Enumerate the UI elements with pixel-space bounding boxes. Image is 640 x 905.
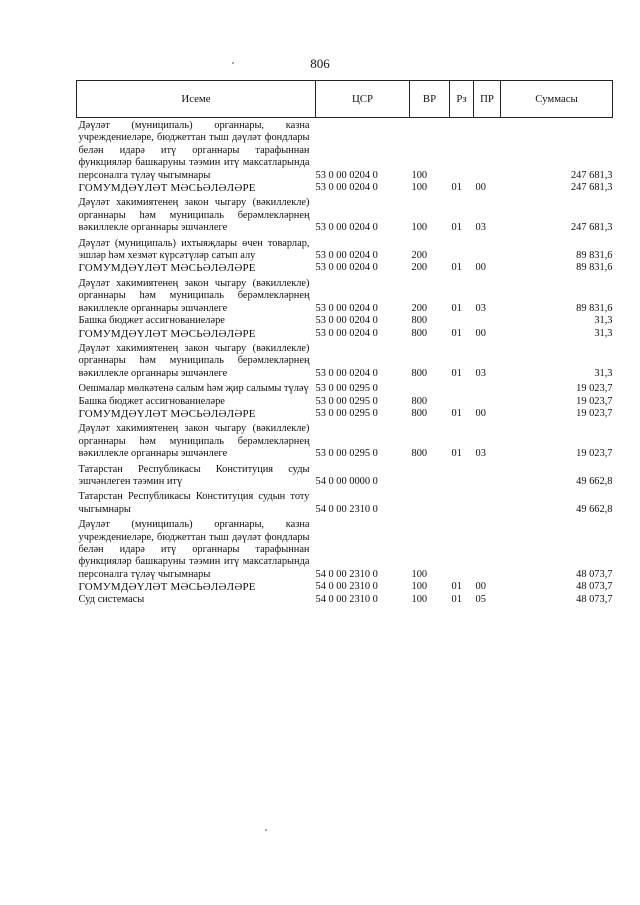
cell-vr: 200 — [411, 302, 428, 314]
table-body — [77, 118, 613, 607]
table-row — [77, 380, 613, 395]
cell-name: Оешмалар мөлкәтенә салым һәм җир салымы түләү — [78, 383, 309, 395]
cell-name: Дәүләт хакимиятенең закон чыгару (вәкиллекле) органнары һәм муниципаль берәмлекләрнең вәкиллекле органнары эшчәнлеге — [78, 342, 310, 379]
cell-vr: 200 — [411, 262, 428, 274]
cell-rz: 01 — [451, 182, 462, 194]
cell-csr: 54 0 00 2310 0 — [315, 568, 378, 580]
cell-name: ГОМУМДӘҮЛӘТ МӘСЬӘЛӘЛӘРЕ — [78, 327, 256, 340]
scan-speck — [265, 829, 267, 831]
cell-vr: 200 — [411, 250, 428, 262]
header-name: Исеме — [77, 81, 316, 118]
cell-rz — [450, 396, 474, 408]
cell-sum: 89 831,6 — [576, 302, 613, 314]
cell-name: Татарстан Республикасы Конституция суды эшчәнлеген тәэмин итү — [78, 463, 310, 487]
cell-vr: 100 — [411, 169, 428, 181]
table-row — [77, 340, 613, 380]
cell-rz: 01 — [451, 448, 462, 460]
cell-csr: 53 0 00 0295 0 — [315, 383, 378, 395]
cell-sum: 48 073,7 — [576, 568, 613, 580]
cell-name: ГОМУМДӘҮЛӘТ МӘСЬӘЛӘЛӘРЕ — [78, 262, 256, 275]
table-row — [77, 594, 613, 606]
cell-vr: 800 — [411, 395, 428, 407]
cell-sum: 49 662,8 — [576, 475, 613, 487]
cell-name: Дәүләт хакимиятенең закон чыгару (вәкиллекле) органнары һәм муниципаль берәмлекләрнең вәкиллекле органнары эшчәнлеге — [78, 197, 310, 234]
cell-csr: 53 0 00 0204 0 — [315, 315, 378, 327]
cell-pr: 00 — [475, 407, 486, 419]
header-vr: ВР — [410, 81, 450, 118]
cell-sum: 48 073,7 — [576, 593, 613, 605]
cell-rz — [450, 488, 474, 516]
cell-pr: 00 — [475, 581, 486, 593]
cell-vr: 800 — [411, 327, 428, 339]
table-row — [77, 194, 613, 234]
cell-pr — [474, 235, 501, 263]
header-rz: Рз — [450, 81, 474, 118]
cell-sum: 247 681,3 — [570, 182, 613, 194]
cell-vr: 800 — [411, 407, 428, 419]
cell-rz — [450, 380, 474, 395]
cell-vr — [410, 488, 450, 516]
cell-sum: 89 831,6 — [576, 262, 613, 274]
cell-pr: 00 — [475, 327, 486, 339]
table-row — [77, 328, 613, 340]
cell-name: ГОМУМДӘҮЛӘТ МӘСЬӘЛӘЛӘРЕ — [78, 182, 256, 195]
header-csr: ЦСР — [316, 81, 410, 118]
cell-csr: 54 0 00 0000 0 — [315, 475, 378, 487]
cell-vr: 100 — [411, 182, 428, 194]
cell-vr: 100 — [411, 568, 428, 580]
cell-vr: 100 — [411, 222, 428, 234]
cell-name: Дәүләт (муниципаль) ихтыяҗлары өчен товарлар, эшләр һәм хезмәт күрсәтүләр сатып алу — [78, 237, 310, 262]
cell-rz — [450, 118, 474, 183]
table-row — [77, 396, 613, 408]
cell-rz: 01 — [451, 581, 462, 593]
cell-csr: 53 0 00 0204 0 — [315, 367, 378, 379]
table-row — [77, 182, 613, 194]
cell-csr: 54 0 00 2310 0 — [315, 503, 378, 515]
header-sum: Суммасы — [501, 81, 613, 118]
cell-sum: 247 681,3 — [570, 169, 613, 181]
cell-sum: 19 023,7 — [576, 407, 613, 419]
cell-pr: 00 — [475, 182, 486, 194]
cell-sum: 31,3 — [594, 367, 613, 379]
table-row — [77, 118, 613, 183]
cell-pr: 03 — [475, 222, 486, 234]
cell-sum: 247 681,3 — [570, 222, 613, 234]
cell-rz: 01 — [451, 222, 462, 234]
cell-rz: 01 — [451, 593, 462, 605]
cell-pr — [474, 488, 501, 516]
cell-rz — [450, 235, 474, 263]
cell-csr: 53 0 00 0204 0 — [315, 250, 378, 262]
cell-rz: 01 — [451, 262, 462, 274]
cell-sum: 31,3 — [594, 315, 613, 327]
cell-rz — [450, 315, 474, 327]
table-row — [77, 581, 613, 593]
cell-sum: 19 023,7 — [576, 448, 613, 460]
cell-pr: 00 — [475, 262, 486, 274]
cell-csr: 53 0 00 0295 0 — [315, 395, 378, 407]
cell-csr: 53 0 00 0295 0 — [315, 448, 378, 460]
cell-pr — [474, 118, 501, 183]
table-row — [77, 275, 613, 315]
cell-name: ГОМУМДӘҮЛӘТ МӘСЬӘЛӘЛӘРЕ — [78, 407, 256, 420]
cell-sum: 19 023,7 — [576, 395, 613, 407]
table-row — [77, 420, 613, 460]
cell-vr — [410, 461, 450, 489]
cell-name: Дәүләт (муниципаль) органнары, казна учреждениеләре, бюджеттан тыш дәүләт фондлары белән идарә итү органнары тарафыннан функцияләр башкаруны тәэмин итү максатларында персоналга түләү чыгымнары — [78, 120, 310, 181]
table-header — [77, 81, 613, 118]
cell-pr — [474, 461, 501, 489]
cell-sum: 19 023,7 — [576, 383, 613, 395]
cell-rz: 01 — [451, 367, 462, 379]
cell-csr: 54 0 00 2310 0 — [315, 593, 378, 605]
table-row — [77, 488, 613, 516]
budget-table-container — [76, 80, 612, 606]
cell-rz: 01 — [451, 302, 462, 314]
cell-rz: 01 — [451, 407, 462, 419]
cell-rz — [450, 516, 474, 581]
cell-pr — [474, 380, 501, 395]
cell-pr: 03 — [475, 367, 486, 379]
cell-name: Дәүләт хакимиятенең закон чыгару (вәкиллекле) органнары һәм муниципаль берәмлекләрнең вәкиллекле органнары эшчәнлеге — [78, 277, 310, 314]
cell-name: Башка бюджет ассигнованиеләре — [78, 315, 225, 327]
cell-rz: 01 — [451, 327, 462, 339]
cell-vr: 800 — [411, 315, 428, 327]
table-row — [77, 516, 613, 581]
cell-pr: 03 — [475, 302, 486, 314]
table-row — [77, 235, 613, 263]
cell-csr: 53 0 00 0204 0 — [315, 327, 378, 339]
cell-pr — [474, 516, 501, 581]
cell-pr — [474, 396, 501, 408]
cell-sum: 48 073,7 — [576, 581, 613, 593]
cell-name: Дәүләт (муниципаль) органнары, казна учреждениеләре, бюджеттан тыш дәүләт фондлары белән идарә итү органнары тарафыннан функцияләр башкаруны тәэмин итү максатларында персоналга түләү чыгымнары — [78, 519, 310, 580]
cell-sum: 89 831,6 — [576, 250, 613, 262]
cell-csr: 53 0 00 0204 0 — [315, 182, 378, 194]
cell-vr: 800 — [411, 367, 428, 379]
cell-vr: 100 — [411, 581, 428, 593]
cell-csr: 53 0 00 0295 0 — [315, 407, 378, 419]
table-row — [77, 408, 613, 420]
cell-vr — [410, 380, 450, 395]
cell-pr: 03 — [475, 448, 486, 460]
cell-name: Суд системасы — [78, 593, 145, 605]
cell-rz — [450, 461, 474, 489]
cell-csr: 53 0 00 0204 0 — [315, 262, 378, 274]
cell-name: ГОМУМДӘҮЛӘТ МӘСЬӘЛӘЛӘРЕ — [78, 581, 256, 594]
cell-sum: 31,3 — [594, 327, 613, 339]
cell-name: Башка бюджет ассигнованиеләре — [78, 395, 225, 407]
cell-vr: 100 — [411, 593, 428, 605]
cell-csr: 54 0 00 2310 0 — [315, 581, 378, 593]
cell-vr: 800 — [411, 448, 428, 460]
cell-pr — [474, 315, 501, 327]
cell-csr: 53 0 00 0204 0 — [315, 222, 378, 234]
header-pr: ПР — [474, 81, 501, 118]
table-row — [77, 461, 613, 489]
cell-name: Дәүләт хакимиятенең закон чыгару (вәкиллекле) органнары һәм муниципаль берәмлекләрнең вәкиллекле органнары эшчәнлеге — [78, 423, 310, 460]
cell-name: Татарстан Республикасы Конституция судын тоту чыгымнары — [78, 491, 310, 515]
cell-csr: 53 0 00 0204 0 — [315, 302, 378, 314]
budget-table — [76, 80, 613, 606]
cell-sum: 49 662,8 — [576, 503, 613, 515]
cell-pr: 05 — [475, 593, 486, 605]
table-row — [77, 315, 613, 327]
page-number: 806 — [310, 56, 330, 71]
cell-csr: 53 0 00 0204 0 — [315, 169, 378, 181]
scan-speck — [232, 62, 234, 64]
table-row — [77, 262, 613, 274]
